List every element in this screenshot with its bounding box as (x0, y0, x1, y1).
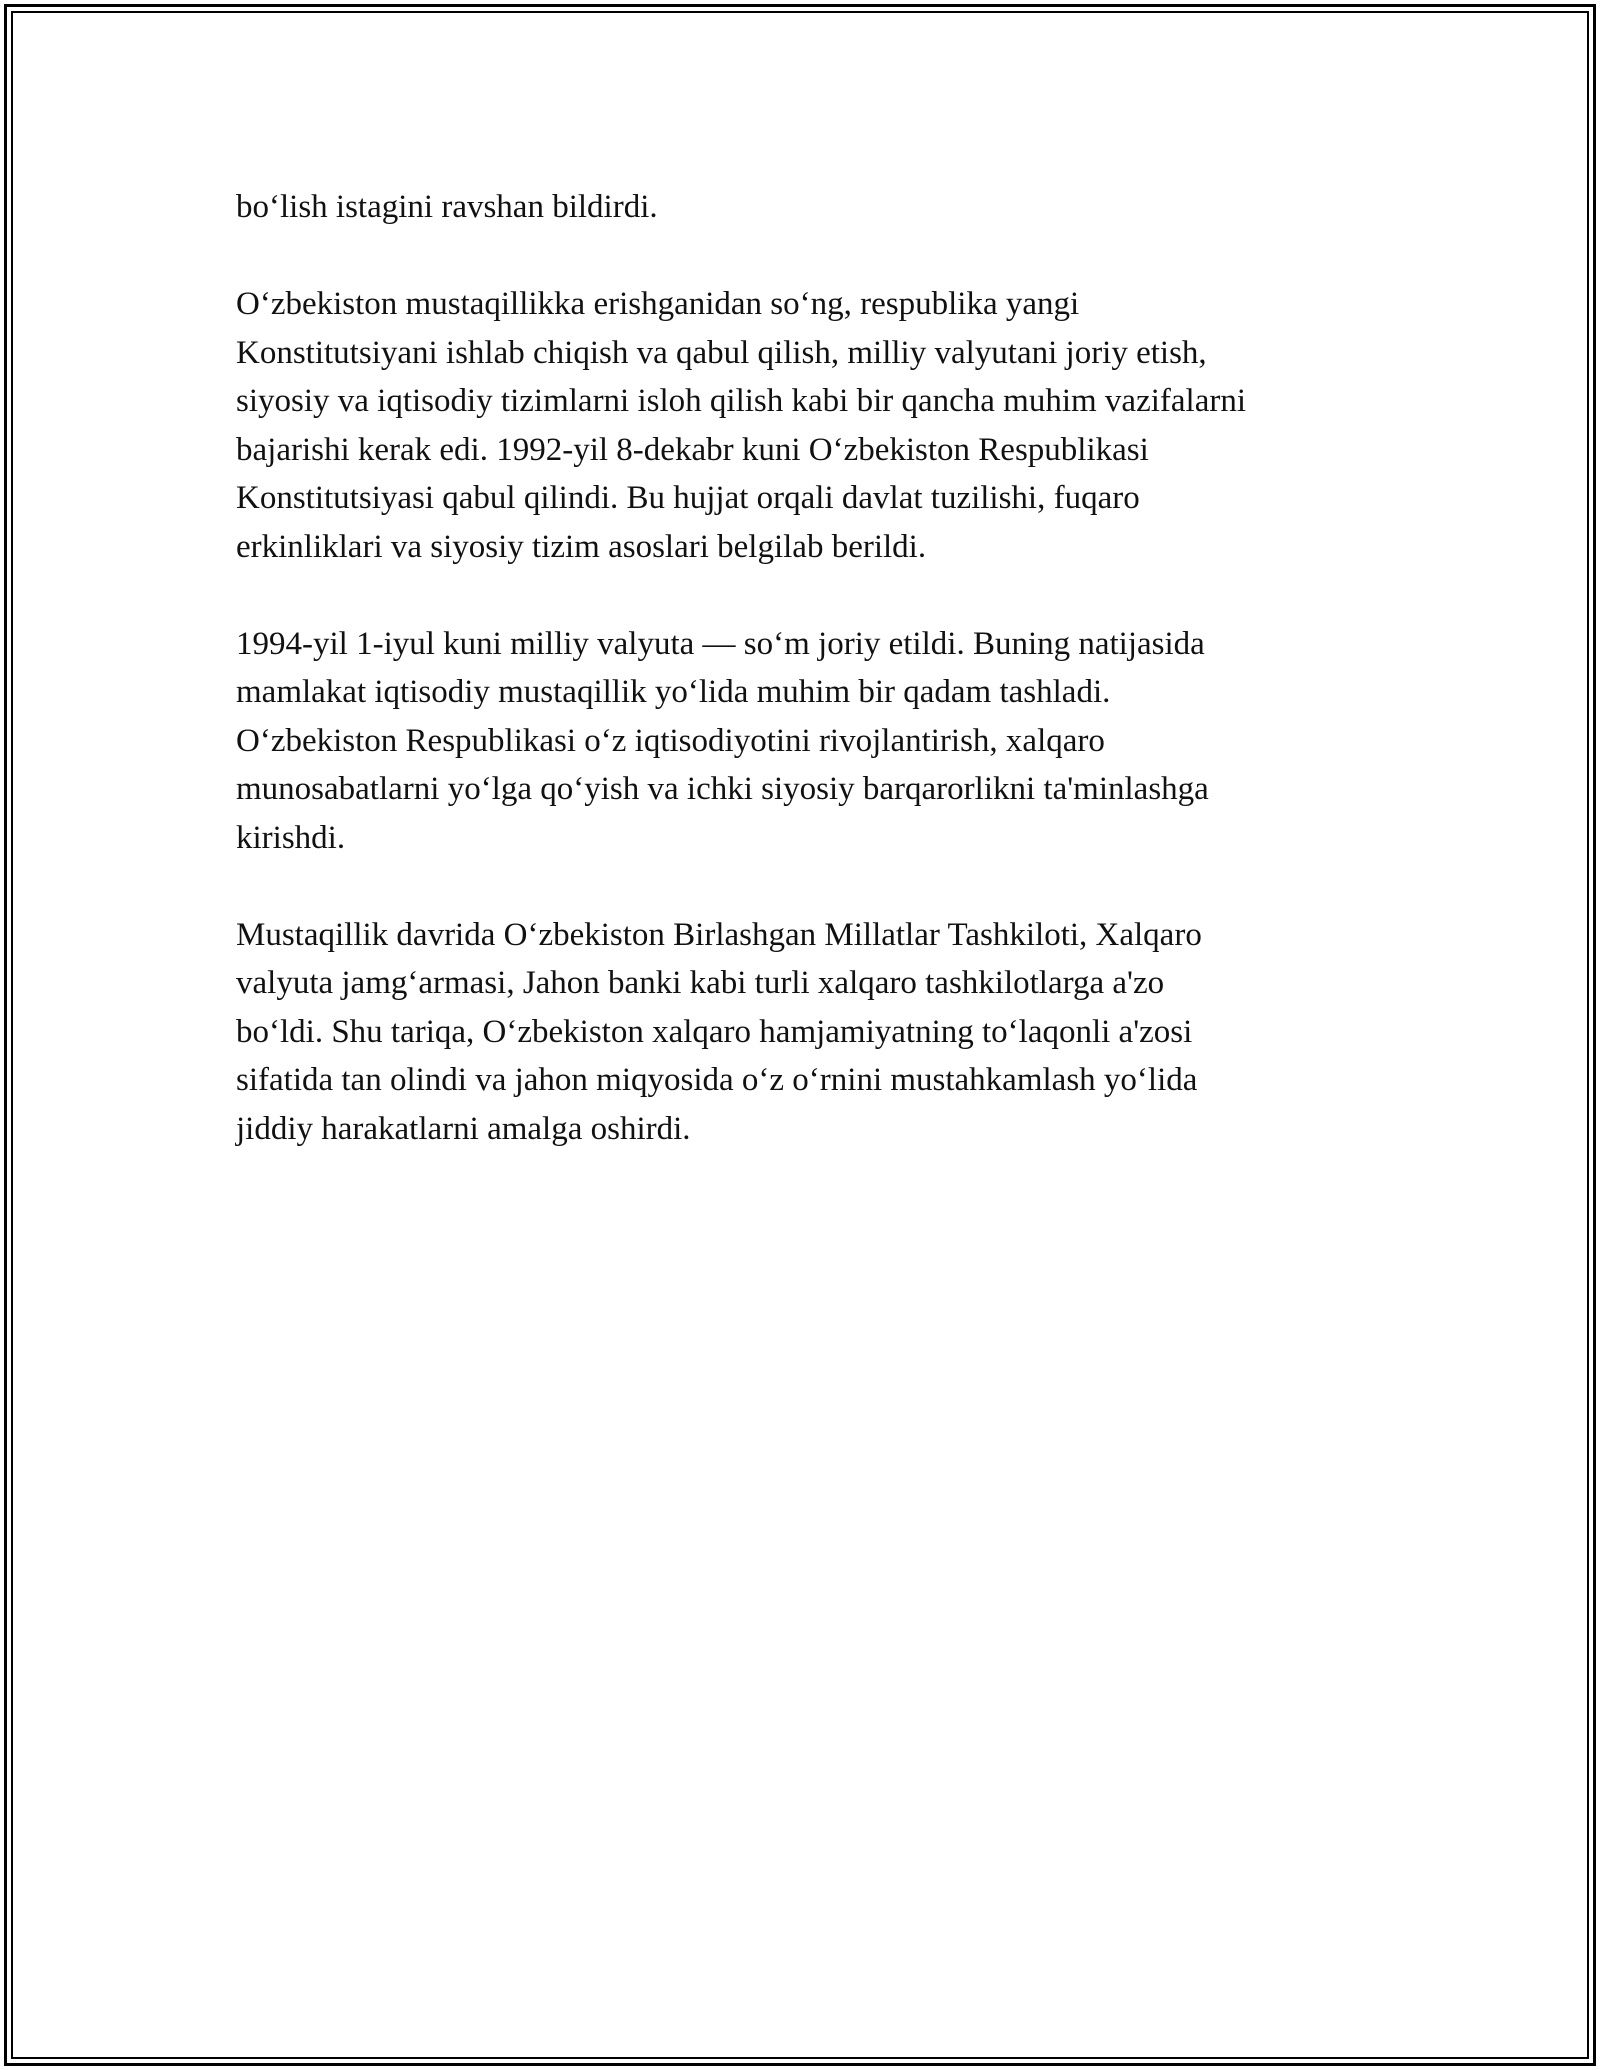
text-line: kirishdi. (236, 819, 346, 856)
text-line: Konstitutsiyasi qabul qilindi. Bu hujjat orqali davlat tuzilishi, fuqaro (236, 480, 1140, 516)
text-line: O‘zbekiston mustaqillikka erishganidan so‘ng, respublika yangi (236, 286, 1080, 322)
paragraph-constitution (236, 280, 1396, 571)
document-body (236, 183, 1396, 1202)
text-line: bajarishi kerak edi. 1992-yil 8-dekabr kuni O‘zbekiston Respublikasi (236, 431, 1149, 468)
text-line: valyuta jamg‘armasi, Jahon banki kabi turli xalqaro tashkilotlarga a'zo (236, 965, 1165, 1001)
text-line: Mustaqillik davrida O‘zbekiston Birlashgan Millatlar Tashkiloti, Xalqaro (236, 916, 1202, 953)
text-line: mamlakat iqtisodiy mustaqillik yo‘lida muhim bir qadam tashladi. (236, 674, 1111, 710)
text-line: 1994-yil 1-iyul kuni milliy valyuta — so‘m joriy etildi. Buning natijasida (236, 625, 1205, 662)
text-line: munosabatlarni yo‘lga qo‘yish va ichki siyosiy barqarorlikni ta'minlashga (236, 771, 1209, 807)
paragraph-currency (236, 620, 1396, 863)
text-line: siyosiy va iqtisodiy tizimlarni isloh qilish kabi bir qancha muhim vazifalarni (236, 383, 1246, 419)
text-line: jiddiy harakatlarni amalga oshirdi. (236, 1110, 691, 1147)
paragraph-continuation (236, 183, 1396, 232)
text-line: Konstitutsiyani ishlab chiqish va qabul qilish, milliy valyutani joriy etish, (236, 334, 1207, 371)
text-line: O‘zbekiston Respublikasi o‘z iqtisodiyotini rivojlantirish, xalqaro (236, 722, 1105, 759)
text-line: sifatida tan olindi va jahon miqyosida o‘z o‘rnini mustahkamlash yo‘lida (236, 1062, 1198, 1098)
text-line: bo‘lish istagini ravshan bildirdi. (236, 189, 658, 225)
paragraph-international (236, 911, 1396, 1154)
text-line: erkinliklari va siyosiy tizim asoslari belgilab berildi. (236, 528, 927, 565)
text-line: bo‘ldi. Shu tariqa, O‘zbekiston xalqaro hamjamiyatning to‘laqonli a'zosi (236, 1013, 1193, 1050)
